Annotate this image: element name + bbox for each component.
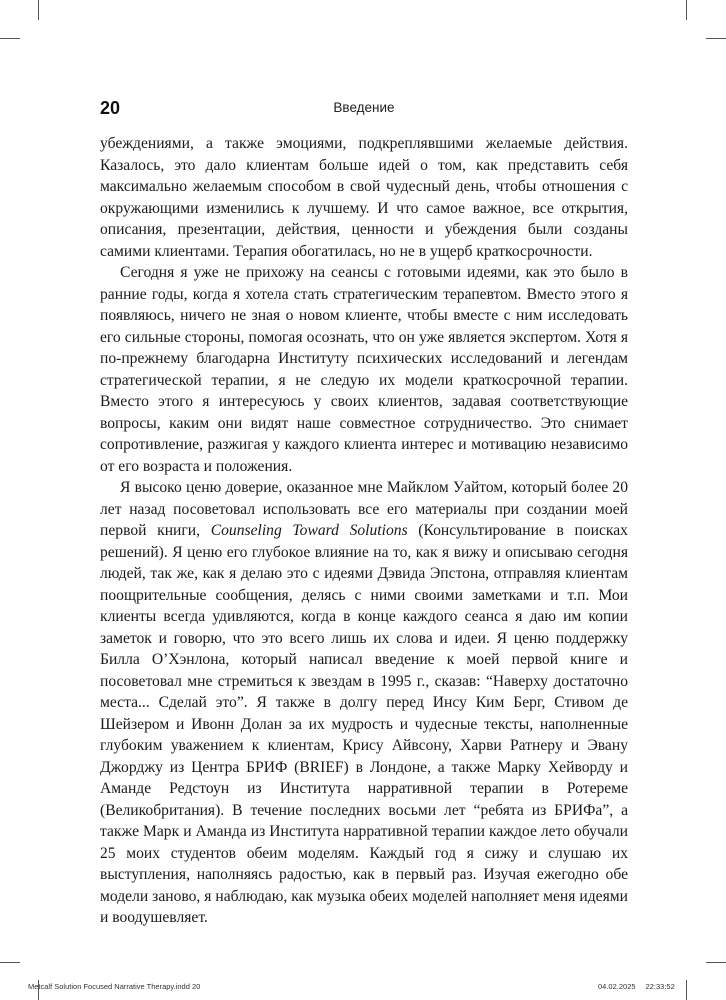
crop-mark-bottom-right bbox=[686, 980, 687, 1000]
paragraph bbox=[100, 477, 628, 929]
slug-time: 22:33:52 bbox=[645, 982, 675, 991]
crop-mark-left-bottom bbox=[0, 962, 20, 963]
book-title: Counseling Toward Solutions bbox=[210, 522, 408, 539]
crop-mark-left-top bbox=[0, 38, 20, 39]
paragraph-text: Сегодня я уже не прихожу на сеансы с готовыми идеями, как это было в ранние годы, когда я хотела стать стратегическим терапевтом. Вместо этого я появляюсь, ничего не зная о новом клиенте, чтобы вместе с ним исследовать его сильные стороны, помогая осознать, что он уже является экспертом. Хотя я по-прежнему благодарна Институту психических исследований и легендам стратегической терапии, я не следую их модели краткосрочной терапии. Вместо этого я интересуюсь у своих клиентов, задавая соответствующие вопросы, каким они видят наше совместное сотрудничество. Это снимает сопротивление, разжигая у каждого клиента интерес и мотивацию независимо от его возраста и положения. bbox=[100, 264, 628, 475]
paragraph bbox=[100, 133, 628, 262]
paragraph bbox=[100, 262, 628, 477]
paragraph-text: убеждениями, а также эмоциями, подкреплявшими желаемые действия. Казалось, это дало клиентам больше идей о том, как представить себя максимально желаемым способом в свой чудесный день, чтобы отношения с окружающими изменились к лучшему. И что самое важное, все открытия, описания, презентации, действия, ценности и убеждения были созданы самими клиентами. Терапия обогатилась, но не в ущерб краткосрочности. bbox=[100, 135, 628, 260]
crop-mark-right-bottom bbox=[706, 962, 726, 963]
body-text bbox=[100, 133, 628, 929]
page-number: 20 bbox=[100, 98, 121, 118]
crop-mark-right-top bbox=[706, 38, 726, 39]
paragraph-text: Я высоко ценю доверие, оказанное мне Майклом Уайтом, который более 20 лет назад посоветовал использовать все его материалы при создании моей первой книги, bbox=[100, 479, 628, 539]
slug-date: 04.02.2025 bbox=[598, 982, 636, 991]
crop-mark-top-right bbox=[686, 0, 687, 20]
slug-timestamp bbox=[598, 982, 685, 992]
paragraph-text: (Консультирование в поисках решений). Я ценю его глубокое влияние на то, как я вижу и описываю сегодня людей, так же, как я делаю это с идеями Дэвида Эпстона, отправляя клиентам поощрительные сообщения, делясь с ними своими заметками и т.п. Мои клиенты всегда удивляются, когда в конце каждого сеанса я даю им копии заметок и говорю, что это всего лишь их слова и идеи. Я ценю поддержку Билла О’Хэнлона, который написал введение к моей первой книге и посоветовал мне стремиться к звездам в 1995 г., сказав: “Наверху достаточно места... Сделай это”. Я также в долгу перед Инсу Ким Берг, Стивом де Шейзером и Ивонн Долан за их мудрость и чудесные тексты, наполненные глубоким уважением к клиентам, Крису Айвсону, Харви Ратнеру и Эвану Джорджу из Центра БРИФ (BRIEF) в Лондоне, а также Марку Хейворду и Аманде Редстоун из Института нарративной терапии в Ротереме (Великобритания). В течение последних восьми лет “ребята из БРИФа”, а также Марк и Аманда из Института нарративной терапии каждое лето обучали 25 моих студентов обеим моделям. Каждый год я сижу и слушаю их выступления, наполняясь радостью, как в первый раз. Изучая ежегодно обе модели заново, я наблюдаю, как музыка обеих моделей наполняет меня идеями и воодушевляет. bbox=[100, 522, 628, 926]
crop-mark-top-left bbox=[38, 0, 39, 20]
slug-file-label: Metcalf Solution Focused Narrative Therapy.indd 20 bbox=[28, 982, 201, 991]
running-head bbox=[100, 96, 628, 124]
section-title: Введение bbox=[333, 100, 395, 115]
